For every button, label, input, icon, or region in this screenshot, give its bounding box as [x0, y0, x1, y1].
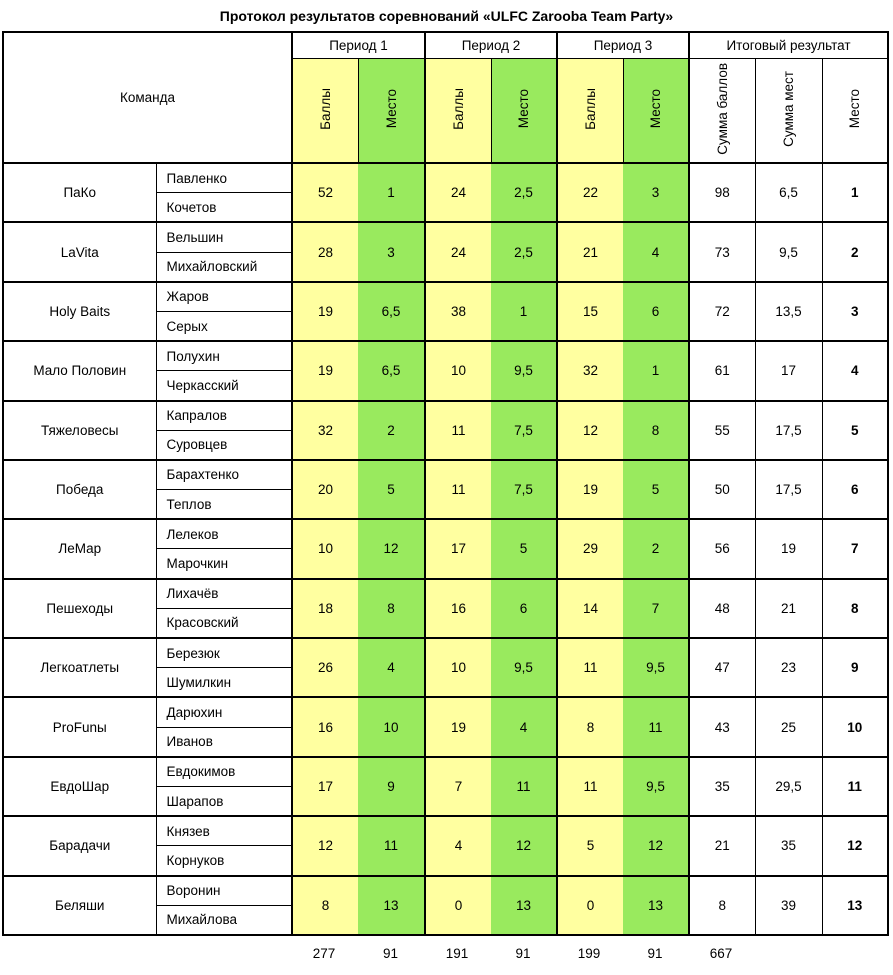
- team-row: [3, 876, 888, 906]
- total-sum-points: 667: [709, 945, 733, 961]
- header-final-result: Итоговый результат: [689, 32, 888, 58]
- p3-score-cell: 11: [557, 638, 623, 697]
- member-name-cell: Корнуков: [156, 846, 292, 876]
- p2-place-cell: 7,5: [491, 401, 557, 460]
- p2-score-cell: 10: [425, 341, 491, 400]
- p3-place-cell: 1: [623, 341, 689, 400]
- p2-score-cell: 11: [425, 401, 491, 460]
- p3-place-cell: 9,5: [623, 638, 689, 697]
- sum-points-cell: 61: [689, 341, 755, 400]
- final-place-cell: 8: [822, 579, 888, 638]
- member-name-cell: Капралов: [156, 401, 292, 431]
- sum-places-cell: 17: [755, 341, 822, 400]
- p2-place-cell: 1: [491, 282, 557, 341]
- final-place-cell: 3: [822, 282, 888, 341]
- p1-score-cell: 8: [292, 876, 358, 935]
- sum-points-cell: 21: [689, 816, 755, 875]
- team-name-cell: Барадачи: [3, 816, 156, 875]
- member-name-cell: Князев: [156, 816, 292, 846]
- member-name-cell: Теплов: [156, 490, 292, 520]
- p2-score-cell: 7: [425, 757, 491, 816]
- header-p2-score: [425, 58, 491, 163]
- member-name-cell: Суровцев: [156, 430, 292, 460]
- p1-place-cell: 6,5: [358, 282, 425, 341]
- p3-place-cell: 12: [623, 816, 689, 875]
- p3-place-cell: 11: [623, 697, 689, 756]
- p1-score-cell: 10: [292, 519, 358, 578]
- header-team: Команда: [3, 32, 292, 163]
- team-row: [3, 816, 888, 846]
- member-name-cell: Дарюхин: [156, 697, 292, 727]
- sum-points-cell: 72: [689, 282, 755, 341]
- team-name-cell: Беляши: [3, 876, 156, 935]
- header-period-3: Период 3: [557, 32, 689, 58]
- sum-points-cell: 43: [689, 697, 755, 756]
- sum-points-cell: 50: [689, 460, 755, 519]
- p3-score-cell: 21: [557, 222, 623, 281]
- p2-place-cell: 5: [491, 519, 557, 578]
- member-name-cell: Жаров: [156, 282, 292, 312]
- p2-score-cell: 16: [425, 579, 491, 638]
- final-place-cell: 10: [822, 697, 888, 756]
- final-place-cell: 9: [822, 638, 888, 697]
- final-place-cell: 11: [822, 757, 888, 816]
- p2-place-cell: 4: [491, 697, 557, 756]
- member-name-cell: Павленко: [156, 163, 292, 193]
- total-p2-place: 91: [515, 945, 531, 961]
- final-place-cell: 2: [822, 222, 888, 281]
- p3-score-cell: 0: [557, 876, 623, 935]
- final-place-label: Место: [847, 89, 863, 129]
- header-p3-score: [557, 58, 623, 163]
- sum-places-cell: 17,5: [755, 460, 822, 519]
- p1-place-cell: 4: [358, 638, 425, 697]
- p1-score-cell: 19: [292, 341, 358, 400]
- header-p1-place: [358, 58, 425, 163]
- member-name-cell: Лелеков: [156, 519, 292, 549]
- p1-score-cell: 16: [292, 697, 358, 756]
- sum-points-cell: 8: [689, 876, 755, 935]
- p2-score-cell: 0: [425, 876, 491, 935]
- p2-score-label: Баллы: [450, 87, 466, 130]
- p1-score-cell: 26: [292, 638, 358, 697]
- sum-places-cell: 23: [755, 638, 822, 697]
- team-row: [3, 163, 888, 193]
- p3-place-cell: 13: [623, 876, 689, 935]
- team-name-cell: Победа: [3, 460, 156, 519]
- p3-place-cell: 9,5: [623, 757, 689, 816]
- sum-points-cell: 47: [689, 638, 755, 697]
- sum-places-cell: 25: [755, 697, 822, 756]
- team-name-cell: ЛеМар: [3, 519, 156, 578]
- p1-place-cell: 3: [358, 222, 425, 281]
- member-name-cell: Красовский: [156, 608, 292, 638]
- p3-score-cell: 19: [557, 460, 623, 519]
- member-name-cell: Шарапов: [156, 786, 292, 816]
- team-row: [3, 222, 888, 252]
- team-name-cell: ProFunы: [3, 697, 156, 756]
- header-row-groups: [3, 32, 888, 58]
- p3-score-cell: 8: [557, 697, 623, 756]
- sum-places-label: Сумма мест: [781, 70, 796, 147]
- total-p1-place: 91: [382, 945, 399, 961]
- sum-places-cell: 13,5: [755, 282, 822, 341]
- member-name-cell: Кочетов: [156, 193, 292, 223]
- team-row: [3, 519, 888, 549]
- sum-places-cell: 35: [755, 816, 822, 875]
- team-name-cell: ПаКо: [3, 163, 156, 222]
- p2-score-cell: 10: [425, 638, 491, 697]
- p1-place-cell: 12: [358, 519, 425, 578]
- sum-places-cell: 39: [755, 876, 822, 935]
- sum-points-cell: 98: [689, 163, 755, 222]
- p1-place-cell: 8: [358, 579, 425, 638]
- p2-place-cell: 2,5: [491, 163, 557, 222]
- member-name-cell: Шумилкин: [156, 668, 292, 698]
- team-name-cell: ЕвдоШар: [3, 757, 156, 816]
- p2-score-cell: 19: [425, 697, 491, 756]
- header-p1-score: [292, 58, 358, 163]
- final-place-cell: 5: [822, 401, 888, 460]
- member-name-cell: Марочкин: [156, 549, 292, 579]
- total-p1-score: 277: [312, 945, 336, 961]
- header-sum-places: [755, 58, 822, 163]
- member-name-cell: Евдокимов: [156, 757, 292, 787]
- p3-score-cell: 11: [557, 757, 623, 816]
- p1-place-cell: 13: [358, 876, 425, 935]
- p3-score-cell: 5: [557, 816, 623, 875]
- team-row: [3, 282, 888, 312]
- final-place-cell: 1: [822, 163, 888, 222]
- team-name-cell: Пешеходы: [3, 579, 156, 638]
- p1-score-cell: 28: [292, 222, 358, 281]
- header-period-1: Период 1: [292, 32, 425, 58]
- p3-score-cell: 22: [557, 163, 623, 222]
- p2-score-cell: 24: [425, 163, 491, 222]
- p3-score-cell: 12: [557, 401, 623, 460]
- sum-points-cell: 48: [689, 579, 755, 638]
- p3-place-cell: 8: [623, 401, 689, 460]
- p2-place-cell: 13: [491, 876, 557, 935]
- p1-score-cell: 20: [292, 460, 358, 519]
- p1-place-cell: 11: [358, 816, 425, 875]
- total-p3-score: 199: [577, 945, 601, 961]
- member-name-cell: Лихачёв: [156, 579, 292, 609]
- team-name-cell: Тяжеловесы: [3, 401, 156, 460]
- team-row: [3, 341, 888, 371]
- p2-score-cell: 4: [425, 816, 491, 875]
- team-name-cell: Легкоатлеты: [3, 638, 156, 697]
- results-table: [2, 31, 889, 936]
- sum-places-cell: 17,5: [755, 401, 822, 460]
- sum-points-cell: 56: [689, 519, 755, 578]
- total-p2-score: 191: [445, 945, 469, 961]
- team-name-cell: Holy Baits: [3, 282, 156, 341]
- p1-score-cell: 18: [292, 579, 358, 638]
- header-p2-place: [491, 58, 557, 163]
- p1-place-cell: 2: [358, 401, 425, 460]
- p2-place-cell: 9,5: [491, 341, 557, 400]
- p1-score-cell: 12: [292, 816, 358, 875]
- p2-place-cell: 2,5: [491, 222, 557, 281]
- p2-place-cell: 7,5: [491, 460, 557, 519]
- team-row: [3, 757, 888, 787]
- team-row: [3, 638, 888, 668]
- final-place-cell: 4: [822, 341, 888, 400]
- member-name-cell: Михайлова: [156, 905, 292, 935]
- member-name-cell: Михайловский: [156, 252, 292, 282]
- p1-score-label: Баллы: [317, 87, 333, 130]
- p1-score-cell: 19: [292, 282, 358, 341]
- p2-score-cell: 24: [425, 222, 491, 281]
- member-name-cell: Березюк: [156, 638, 292, 668]
- team-row: [3, 579, 888, 609]
- p2-score-cell: 17: [425, 519, 491, 578]
- sum-places-cell: 21: [755, 579, 822, 638]
- p3-score-cell: 15: [557, 282, 623, 341]
- member-name-cell: Барахтенко: [156, 460, 292, 490]
- p3-place-cell: 5: [623, 460, 689, 519]
- header-p3-place: [623, 58, 689, 163]
- p3-place-cell: 3: [623, 163, 689, 222]
- p3-score-label: Баллы: [582, 87, 598, 130]
- p3-score-cell: 29: [557, 519, 623, 578]
- sum-places-cell: 6,5: [755, 163, 822, 222]
- final-place-cell: 12: [822, 816, 888, 875]
- totals-row: [2, 936, 893, 961]
- p2-score-cell: 38: [425, 282, 491, 341]
- team-name-cell: LaVita: [3, 222, 156, 281]
- final-place-cell: 7: [822, 519, 888, 578]
- p2-place-cell: 6: [491, 579, 557, 638]
- p3-place-cell: 6: [623, 282, 689, 341]
- member-name-cell: Полухин: [156, 341, 292, 371]
- p2-score-cell: 11: [425, 460, 491, 519]
- sum-points-cell: 55: [689, 401, 755, 460]
- final-place-cell: 13: [822, 876, 888, 935]
- member-name-cell: Серых: [156, 311, 292, 341]
- p1-score-cell: 17: [292, 757, 358, 816]
- p1-place-cell: 5: [358, 460, 425, 519]
- team-row: [3, 460, 888, 490]
- team-row: [3, 401, 888, 431]
- p2-place-label: Место: [516, 89, 532, 129]
- sum-places-cell: 29,5: [755, 757, 822, 816]
- team-row: [3, 697, 888, 727]
- p3-place-label: Место: [648, 89, 664, 129]
- p3-score-cell: 32: [557, 341, 623, 400]
- header-final-place: [822, 58, 888, 163]
- member-name-cell: Черкасский: [156, 371, 292, 401]
- p3-place-cell: 2: [623, 519, 689, 578]
- p1-place-cell: 6,5: [358, 341, 425, 400]
- final-place-cell: 6: [822, 460, 888, 519]
- sum-points-label: Сумма баллов: [714, 62, 730, 155]
- p2-place-cell: 12: [491, 816, 557, 875]
- member-name-cell: Вельшин: [156, 222, 292, 252]
- p1-place-label: Место: [383, 89, 399, 129]
- p1-score-cell: 52: [292, 163, 358, 222]
- p1-score-cell: 32: [292, 401, 358, 460]
- member-name-cell: Воронин: [156, 876, 292, 906]
- page-title: Протокол результатов соревнований «ULFC Zarooba Team Party»: [219, 8, 674, 24]
- p1-place-cell: 10: [358, 697, 425, 756]
- header-sum-points: [689, 58, 755, 163]
- member-name-cell: Иванов: [156, 727, 292, 757]
- sum-points-cell: 73: [689, 222, 755, 281]
- p3-place-cell: 4: [623, 222, 689, 281]
- p2-place-cell: 11: [491, 757, 557, 816]
- sum-places-cell: 19: [755, 519, 822, 578]
- sum-points-cell: 35: [689, 757, 755, 816]
- p1-place-cell: 1: [358, 163, 425, 222]
- p3-score-cell: 14: [557, 579, 623, 638]
- sum-places-cell: 9,5: [755, 222, 822, 281]
- p2-place-cell: 9,5: [491, 638, 557, 697]
- total-p3-place: 91: [647, 945, 663, 961]
- p3-place-cell: 7: [623, 579, 689, 638]
- totals-spacer: [2, 946, 291, 961]
- p1-place-cell: 9: [358, 757, 425, 816]
- header-period-2: Период 2: [425, 32, 557, 58]
- team-name-cell: Мало Половин: [3, 341, 156, 400]
